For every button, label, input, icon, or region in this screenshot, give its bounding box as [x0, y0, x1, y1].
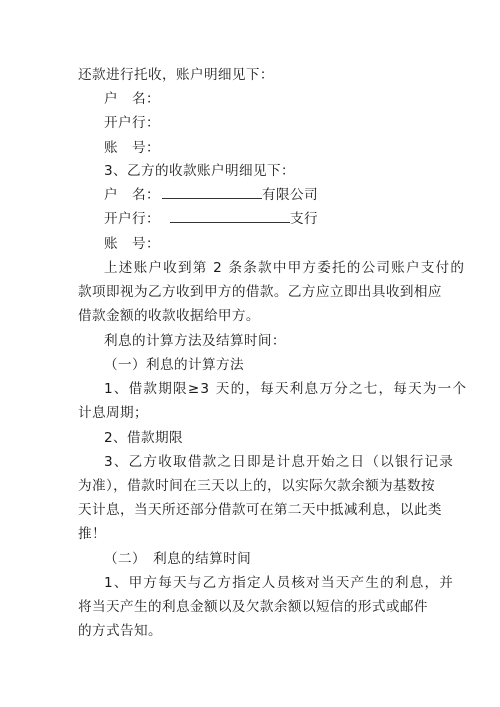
branch-suffix: 支行 [289, 211, 318, 227]
paragraph-line: 天计息，当天所还部分借款可在第二天中抵减利息，以此类 [78, 502, 442, 518]
paragraph-line: 上述账户收到第 2 条条款中甲方委托的公司账户支付的 [104, 260, 466, 276]
paragraph-line: 3、乙方收取借款之日即是计息开始之日（以银行记录 [104, 454, 455, 470]
blank-underline [162, 186, 262, 199]
account-name-line [104, 186, 318, 204]
company-suffix: 有限公司 [261, 187, 318, 203]
paragraph-line: 为准），借款时间在三天以上的，以实际欠款余额为基数按 [78, 478, 436, 494]
bank-label: 开户行： [104, 115, 160, 131]
subheading-line: （二） 利息的结算时间 [104, 551, 252, 567]
paragraph-line: 1、甲方每天与乙方指定人员核对当天产生的利息，并 [104, 575, 455, 591]
heading-line: 利息的计算方法及结算时间： [104, 333, 286, 349]
blank-underline [170, 210, 290, 223]
paragraph-line: 款项即视为乙方收到甲方的借款。乙方应立即出具收到相应 [78, 284, 442, 300]
paragraph-line: 推！ [78, 526, 106, 542]
paragraph-line: 2、借款期限 [104, 430, 184, 446]
text-line: 还款进行托收，账户明细见下： [78, 67, 274, 83]
paragraph-line: 的方式告知。 [78, 623, 162, 639]
account-name-label: 户 名： [104, 91, 160, 107]
subheading-line: （一）利息的计算方法 [104, 357, 244, 373]
bank-label: 开户行： [104, 211, 160, 227]
paragraph-line: 借款金额的收款收据给甲方。 [78, 308, 260, 324]
paragraph-line: 计息周期； [78, 405, 148, 421]
account-name-label: 户 名： [104, 187, 160, 203]
account-number-label: 账 号： [104, 140, 160, 156]
account-number-label: 账 号： [104, 236, 160, 252]
paragraph-line: 1、借款期限≥3 天的，每天利息万分之七，每天为一个 [104, 381, 468, 397]
bank-line [104, 210, 318, 228]
paragraph-line: 将当天产生的利息金额以及欠款余额以短信的形式或邮件 [78, 599, 428, 615]
section-heading: 3、乙方的收款账户明细见下： [104, 163, 295, 179]
